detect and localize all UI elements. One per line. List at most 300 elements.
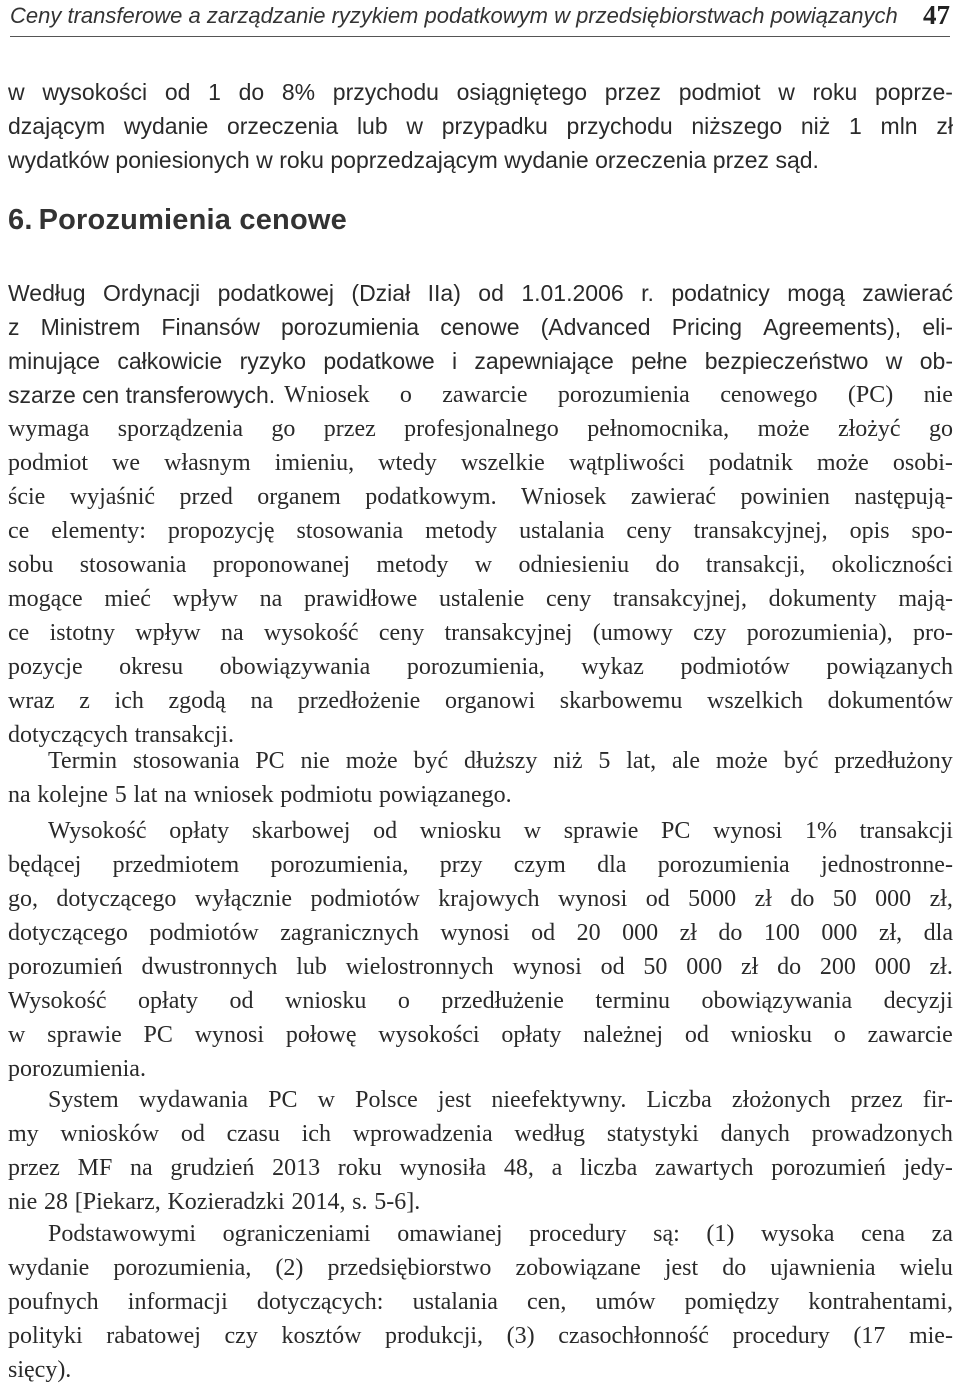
word: wtedy: [378, 450, 437, 476]
running-header-title: Ceny transferowe a zarządzanie ryzykiem podatkowym w przedsiębiorstwach powiązanych: [10, 3, 898, 28]
word: Wysokość: [8, 988, 107, 1014]
word: zł: [679, 920, 697, 946]
running-header: [10, 0, 950, 37]
word: 1.01.2006: [521, 280, 624, 306]
word: ale: [672, 748, 701, 774]
word: będącej: [8, 852, 82, 878]
word: jest: [437, 1087, 472, 1113]
word: go,: [8, 886, 38, 912]
word: poniesionych: [115, 147, 250, 173]
word: Ordynacji: [103, 280, 201, 306]
word: może: [715, 748, 768, 774]
word: połowę: [285, 1022, 357, 1048]
word: wykaz: [581, 654, 644, 680]
word: PC: [661, 818, 691, 844]
word: na: [130, 1155, 153, 1181]
word: osobi-: [892, 450, 953, 476]
word: PC: [255, 748, 285, 774]
word: być: [413, 748, 449, 774]
word: wymaga: [8, 416, 90, 442]
word: (PC): [847, 382, 894, 408]
text-line: [8, 480, 953, 514]
word: minujące: [8, 348, 101, 374]
word: orzeczenia: [226, 113, 339, 139]
word: podmiot: [8, 450, 89, 476]
word: transakcyjnej: [444, 620, 573, 646]
word: porozumienia.: [8, 1056, 146, 1082]
word: procedury: [732, 1323, 830, 1349]
word: sobu: [8, 552, 54, 578]
word: wpływ: [135, 620, 201, 646]
text-line: [8, 514, 953, 548]
word: w: [885, 348, 903, 374]
word: s.: [352, 1189, 368, 1215]
word: okoliczności: [831, 552, 953, 578]
word: liczba: [579, 1155, 638, 1181]
text-line: [8, 143, 953, 177]
text-line: [8, 1151, 953, 1185]
word: całkowicie: [117, 348, 223, 374]
word: obowiązywania: [701, 988, 853, 1014]
word: niż: [800, 113, 831, 139]
word: 200: [819, 954, 856, 980]
word: PC: [268, 1087, 298, 1113]
word: pełnomocnika,: [587, 416, 730, 442]
word: cenowe: [440, 314, 520, 340]
word: przez: [604, 79, 661, 105]
word: istotny: [49, 620, 115, 646]
word: mieć: [104, 586, 151, 612]
text-line: [8, 1217, 953, 1251]
word: nie: [923, 382, 953, 408]
word: opis: [849, 518, 890, 544]
word: wysoka: [761, 1221, 835, 1247]
word: mln: [880, 113, 918, 139]
word: 20: [576, 920, 601, 946]
word: Ministrem: [40, 314, 141, 340]
word: a: [551, 1155, 563, 1181]
text-line: [8, 582, 953, 616]
word: zł: [754, 886, 772, 912]
word: dotyczącego: [8, 920, 128, 946]
word: od: [684, 1022, 709, 1048]
word: należnej: [583, 1022, 664, 1048]
word: mie-: [908, 1323, 953, 1349]
word: od: [373, 818, 398, 844]
word: 2013: [272, 1155, 321, 1181]
word: proponowanej: [212, 552, 351, 578]
section-heading: [8, 204, 347, 237]
word: PC: [143, 1022, 173, 1048]
word: poprze-: [874, 79, 953, 105]
word: Wysokość: [48, 818, 147, 844]
word: dzającym: [8, 113, 106, 139]
word: informacji: [127, 1289, 228, 1315]
word: porozumienia: [657, 852, 790, 878]
word: 000: [874, 954, 911, 980]
word: dłuższy: [464, 748, 538, 774]
word: z: [8, 314, 20, 340]
word: wynosi: [512, 954, 582, 980]
word: ce: [8, 620, 30, 646]
word: jedy-: [903, 1155, 953, 1181]
word: nie: [300, 748, 330, 774]
text-line: [8, 1353, 953, 1387]
word: r.: [641, 280, 654, 306]
word: elementy:: [51, 518, 146, 544]
word: roku: [812, 79, 858, 105]
word: okresu: [119, 654, 184, 680]
word: w: [256, 147, 273, 173]
word: podmiotu: [280, 782, 373, 808]
text-line: [8, 1319, 953, 1353]
word: może: [816, 450, 869, 476]
word: propozycję: [167, 518, 275, 544]
word: do: [777, 954, 802, 980]
word: ich: [301, 1121, 331, 1147]
word: orzeczenia: [595, 147, 707, 173]
text-line: [8, 1018, 953, 1052]
word: czy: [693, 620, 727, 646]
word: Polsce: [355, 1087, 418, 1113]
word: go: [928, 416, 953, 442]
word: dotyczących:: [256, 1289, 384, 1315]
intro-paragraph: [8, 75, 953, 177]
word: podatkowe: [323, 348, 435, 374]
word: Wniosek: [521, 484, 607, 510]
word: przypadku: [441, 113, 548, 139]
word: sąd.: [775, 147, 819, 173]
word: organem: [257, 484, 341, 510]
word: (3): [506, 1323, 535, 1349]
word: transakcyjnej,: [613, 586, 747, 612]
text-line: [8, 848, 953, 882]
word: od: [478, 280, 504, 306]
limits-paragraph: [8, 1217, 953, 1387]
word: spo-: [911, 518, 953, 544]
word: przez: [712, 147, 770, 173]
word: cena: [861, 1221, 905, 1247]
word: wniosek: [193, 782, 274, 808]
word: pro-: [912, 620, 953, 646]
word: 1%: [804, 818, 837, 844]
word: pozycje: [8, 654, 83, 680]
word: powiązanego.: [379, 782, 512, 808]
word: lat: [133, 782, 158, 808]
text-line: [8, 916, 953, 950]
text-line: [8, 1117, 953, 1151]
text-line: [8, 548, 953, 582]
word: przez: [8, 1155, 60, 1181]
word: MF: [77, 1155, 113, 1181]
word: roku: [337, 1155, 382, 1181]
word: porozumienia,: [270, 852, 409, 878]
word: imieniu,: [274, 450, 355, 476]
word: umów: [595, 1289, 656, 1315]
word: wydawania: [138, 1087, 249, 1113]
word: o: [833, 1022, 846, 1048]
word: do: [655, 552, 680, 578]
word: ujawnienia: [770, 1255, 876, 1281]
word: stosowania: [79, 552, 187, 578]
word: kosztów: [281, 1323, 362, 1349]
word: przez: [850, 1087, 903, 1113]
word: podatnicy: [671, 280, 770, 306]
word: 8%: [281, 79, 316, 105]
word: w: [406, 113, 423, 139]
word: Pricing: [671, 314, 743, 340]
word: zobowiązane: [515, 1255, 641, 1281]
word: ceny: [378, 620, 425, 646]
word: ce: [8, 518, 30, 544]
word: sprawie: [563, 818, 639, 844]
word: sporządzenia: [117, 416, 243, 442]
word: własnym: [164, 450, 251, 476]
word: złożyć: [837, 416, 901, 442]
apa-paragraph: [8, 276, 953, 412]
word: eli-: [922, 314, 953, 340]
word: porozumienia: [280, 314, 420, 340]
word: zł,: [929, 886, 953, 912]
word: zł,: [878, 920, 903, 946]
word: IIa): [427, 280, 461, 306]
word: do: [722, 1255, 747, 1281]
word: transakcyjnej,: [693, 518, 828, 544]
word: lub: [356, 113, 388, 139]
text-line: [8, 1052, 953, 1086]
word: wszelkie: [460, 450, 545, 476]
word: ście: [8, 484, 46, 510]
word: czasochłonność: [558, 1323, 709, 1349]
word: Termin: [48, 748, 117, 774]
word: zapewniające: [474, 348, 614, 374]
word: zawarcie: [442, 382, 528, 408]
text-line: [8, 109, 953, 143]
word: my: [8, 1121, 39, 1147]
word: porozumień: [8, 954, 123, 980]
word: transakcji: [859, 818, 953, 844]
word: 000: [821, 920, 858, 946]
word: wątpliwości: [568, 450, 685, 476]
word: na: [220, 620, 244, 646]
word: czasu: [226, 1121, 280, 1147]
word: wysokości: [378, 1022, 480, 1048]
word: ustalenie: [439, 586, 525, 612]
word: 5: [598, 748, 611, 774]
word: wielostronnych: [345, 954, 494, 980]
word: metody: [425, 518, 498, 544]
word: w: [474, 552, 493, 578]
word: może: [757, 416, 810, 442]
word: na: [259, 586, 283, 612]
word: we: [112, 450, 141, 476]
word: 50: [832, 886, 857, 912]
word: danych: [720, 1121, 790, 1147]
word: skarbowej: [251, 818, 351, 844]
word: Kozieradzki: [167, 1189, 285, 1215]
word: następują-: [854, 484, 953, 510]
word: mogą: [787, 280, 845, 306]
word: go: [271, 416, 296, 442]
word: ustalania: [412, 1289, 498, 1315]
word: stosowania: [296, 518, 404, 544]
word: wynosi: [440, 920, 510, 946]
word: ceny: [626, 518, 672, 544]
word: omawianej: [397, 1221, 503, 1247]
word: 28: [44, 1189, 69, 1215]
word: w: [8, 1022, 26, 1048]
word: grudzień: [170, 1155, 255, 1181]
word: wysokość: [263, 620, 359, 646]
word: na: [164, 782, 187, 808]
word: przedsiębiorstwo: [327, 1255, 492, 1281]
word: organowi: [444, 688, 536, 714]
text-line: [8, 310, 953, 344]
word: podatkowym.: [365, 484, 497, 510]
word: podmiot: [678, 79, 761, 105]
word: opłaty: [138, 988, 199, 1014]
word: wynosi: [194, 1022, 265, 1048]
word: stosowania: [132, 748, 240, 774]
word: przychodu: [332, 79, 439, 105]
text-line: [8, 276, 953, 310]
word: skarbowemu: [559, 688, 683, 714]
word: przed: [179, 484, 233, 510]
system-paragraph: [8, 1083, 953, 1219]
text-line: [8, 1285, 953, 1319]
word: Według: [8, 280, 86, 306]
word: lub: [296, 954, 327, 980]
word: przy: [439, 852, 483, 878]
word: dokumenty: [768, 586, 877, 612]
word: cenowego: [720, 382, 818, 408]
word: o: [399, 382, 412, 408]
word: (umowy: [592, 620, 673, 646]
word: wydatków: [8, 147, 109, 173]
word: nie: [8, 1189, 38, 1215]
word: cen,: [527, 1289, 567, 1315]
text-line: [8, 950, 953, 984]
word: 1: [208, 79, 221, 105]
word: wynosi: [557, 886, 628, 912]
word: wniosku: [419, 818, 502, 844]
word: Liczba: [646, 1087, 712, 1113]
word: niż: [553, 748, 583, 774]
word: 5000: [688, 886, 737, 912]
word: może: [345, 748, 398, 774]
word: od: [229, 988, 254, 1014]
word: powinien: [740, 484, 830, 510]
word: podmiotów: [680, 654, 790, 680]
word: porozumień: [771, 1155, 886, 1181]
word: ob-: [919, 348, 953, 374]
word: (Advanced: [540, 314, 651, 340]
word: wszelkich: [707, 688, 804, 714]
text-line-mixed: [8, 378, 953, 412]
text-line: [8, 984, 953, 1018]
word: sięcy).: [8, 1357, 72, 1383]
word: wniosku: [285, 988, 367, 1014]
word: wniosków: [60, 1121, 160, 1147]
word: pełne: [631, 348, 688, 374]
word: bezpieczeństwo: [704, 348, 869, 374]
word: czy: [224, 1323, 258, 1349]
word: przychodu: [566, 113, 673, 139]
word: dla: [597, 852, 627, 878]
word: w: [8, 79, 25, 105]
application-paragraph: [8, 412, 953, 752]
word: zł: [741, 954, 759, 980]
word: polityki: [8, 1323, 83, 1349]
word: zgodą: [168, 688, 226, 714]
page-number: 47: [923, 0, 950, 30]
word: są:: [653, 1221, 680, 1247]
word: osiągniętego: [456, 79, 588, 105]
word: niższego: [691, 113, 783, 139]
word: opłaty: [501, 1022, 562, 1048]
word: 5: [114, 782, 127, 808]
word: porozumienia,: [406, 654, 545, 680]
word: podatkowej: [217, 280, 334, 306]
term-paragraph: [8, 744, 953, 812]
word: w: [778, 79, 795, 105]
word: przedłużony: [834, 748, 953, 774]
word: obowiązywania: [219, 654, 371, 680]
word: zagranicznych: [280, 920, 419, 946]
word: prowadzonych: [811, 1121, 953, 1147]
word: Finansów: [161, 314, 260, 340]
word: prawidłowe: [304, 586, 418, 612]
word: przedłużenie: [441, 988, 564, 1014]
word: 48,: [503, 1155, 534, 1181]
word: przedmiotem: [112, 852, 240, 878]
word: 100: [763, 920, 800, 946]
word: wydanie: [504, 147, 589, 173]
word: na: [250, 688, 274, 714]
text-line: [8, 684, 953, 718]
word: decyzji: [883, 988, 953, 1014]
word: czym: [513, 852, 566, 878]
text-line: [8, 344, 953, 378]
mixed-serif-part: [284, 378, 953, 412]
word: o: [397, 988, 410, 1014]
text-line: [8, 650, 953, 684]
word: kontrahentami,: [808, 1289, 953, 1315]
text-line: [8, 75, 953, 109]
word: do: [238, 79, 265, 105]
word: Podstawowymi: [48, 1221, 197, 1247]
word: wynosiła: [399, 1155, 487, 1181]
word: (2): [275, 1255, 304, 1281]
word: zawartych: [654, 1155, 754, 1181]
word: dwustronnych: [141, 954, 278, 980]
section-number: 6.: [8, 204, 33, 236]
word: podmiotów: [149, 920, 259, 946]
word: poprzedzającym: [330, 147, 498, 173]
word: kolejne: [37, 782, 109, 808]
word: wyjaśnić: [69, 484, 156, 510]
section-title: Porozumienia cenowe: [38, 204, 347, 236]
word: wynosi: [713, 818, 783, 844]
word: odniesieniu: [518, 552, 630, 578]
word: wraz: [8, 688, 55, 714]
word: porozumienia: [557, 382, 690, 408]
word: lat,: [626, 748, 657, 774]
word: być: [783, 748, 819, 774]
word: wydanie: [123, 113, 209, 139]
word: zł.: [929, 954, 953, 980]
word: poufnych: [8, 1289, 99, 1315]
